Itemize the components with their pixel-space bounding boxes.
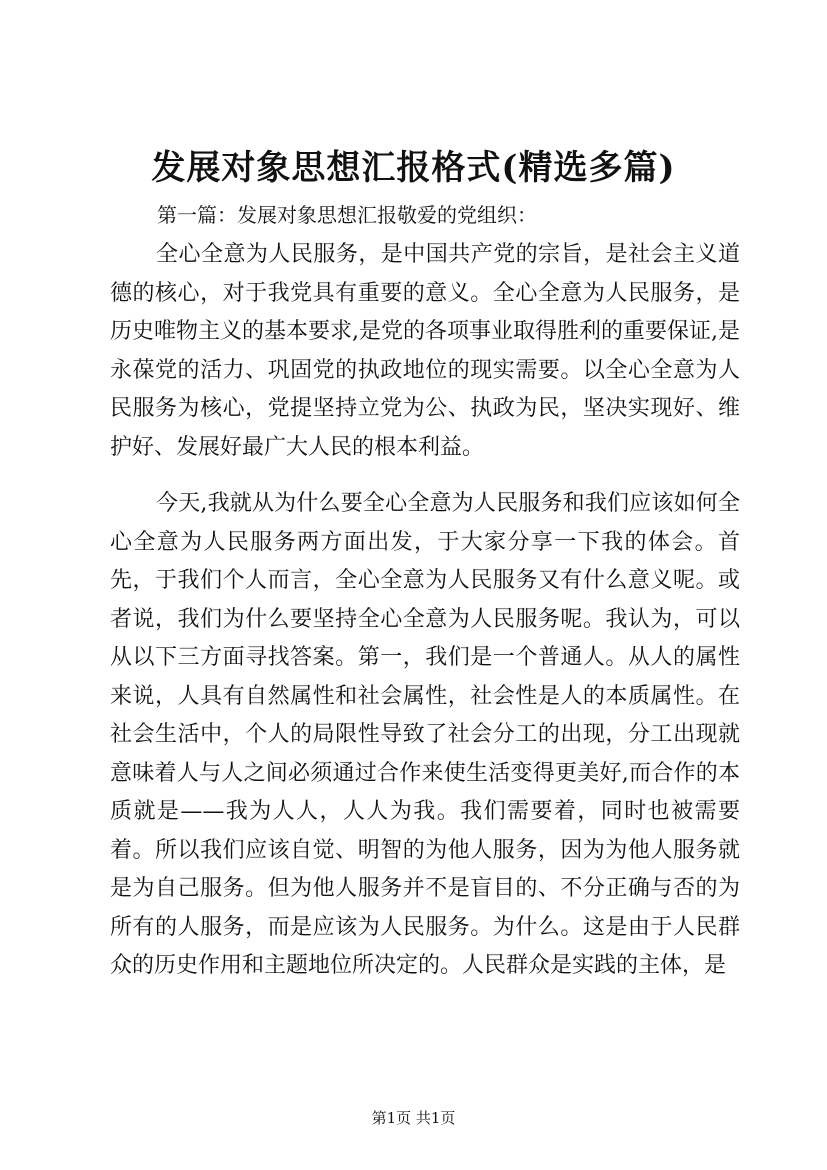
paragraph-1: 全心全意为人民服务，是中国共产党的宗旨，是社会主义道德的核心，对于我党具有重要的意义。全心全意为人民服务，是历史唯物主义的基本要求,是党的各项事业取得胜利的重要保证,是永葆党的活力、巩固党的执政地位的现实需要。以全心全意为人民服务为核心，党提坚持立党为公、执政为民，坚决实现好、维护好、发展好最广大人民的根本利益。 <box>110 242 740 460</box>
paragraph-2: 今天,我就从为什么要全心全意为人民服务和我们应该如何全心全意为人民服务两方面出发，于大家分享一下我的体会。首先，于我们个人而言，全心全意为人民服务又有什么意义呢。或者说，我们为什么要坚持全心全意为人民服务呢。我认为，可以从以下三方面寻找答案。第一，我们是一个普通人。从人的属性来说，人具有自然属性和社会属性，社会性是人的本质属性。在社会生活中，个人的局限性导致了社会分工的出现，分工出现就意味着人与人之间必须通过合作来使生活变得更美好,而合作的本质就是——我为人人，人人为我。我们需要着，同时也被需要着。所以我们应该自觉、明智的为他人服务，因为为他人服务就是为自己服务。但为他人服务并不是盲目的、不分正确与否的为所有的人服务，而是应该为人民服务。为什么。这是由于人民群众的历史作用和主题地位所决定的。人民群众是实践的主体，是 <box>110 491 740 978</box>
page-footer: 第1页 共1页 <box>371 1109 456 1127</box>
document-title: 发展对象思想汇报格式(精选多篇) <box>151 148 676 188</box>
section-heading: 第一篇：发展对象思想汇报敬爱的党组织： <box>157 203 537 227</box>
